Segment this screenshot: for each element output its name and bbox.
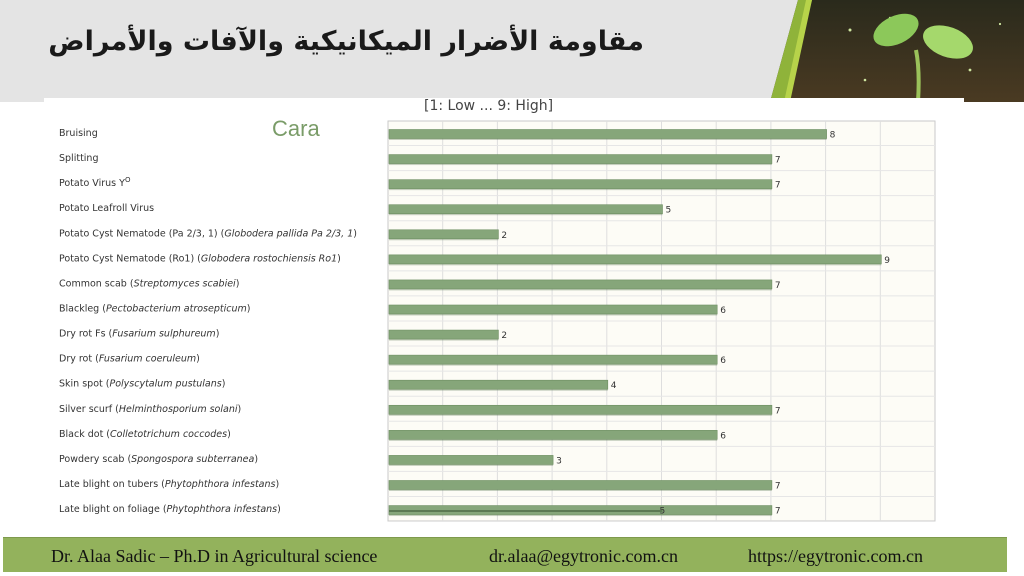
chart-subtitle: [1: Low ... 9: High] [424,98,554,114]
data-label: 7 [774,481,781,492]
data-label: 5 [665,205,672,216]
category-label: Common scab (Streptomyces scabiei) [59,278,240,290]
category-label: Potato Cyst Nematode (Ro1) (Globodera rostochiensis Ro1) [59,253,341,265]
category-label: Powdery scab (Spongospora subterranea) [59,453,259,465]
footer-author: Dr. Alaa Sadic – Ph.D in Agricultural science [51,546,378,566]
category-label: Silver scurf (Helminthosporium solani) [59,403,242,415]
variety-title: Cara [272,116,320,141]
data-label: 7 [774,506,781,517]
data-label: 6 [720,356,726,367]
bar [389,180,772,189]
bar [389,380,608,389]
category-label: Black dot (Colletotrichum coccodes) [59,428,231,440]
category-label: Potato Cyst Nematode (Pa 2/3, 1) (Globodera pallida Pa 2/3, 1) [59,228,357,240]
bar [389,130,827,139]
category-label: Potato Leafroll Virus [59,203,155,215]
footer-email[interactable]: dr.alaa@egytronic.com.cn [489,546,678,566]
category-label: Potato Virus $Y^O$ [59,176,131,190]
bar [389,480,772,489]
bar [389,205,663,214]
category-label: Dry rot (Fusarium coeruleum) [59,353,200,365]
data-label: 8 [829,130,836,141]
data-label: 7 [774,180,781,191]
category-label: Blackleg (Pectobacterium atrosepticum) [59,303,251,315]
slide-title: مقاومة الأضرار الميكانيكية والآفات والأمراض [48,26,644,57]
category-label: Dry rot Fs (Fusarium sulphureum) [59,328,220,340]
overlay-label: 5 [659,506,666,517]
data-label: 7 [774,280,781,291]
bar [389,355,717,364]
bar [389,305,717,314]
footer-bar [3,537,1007,572]
bar [389,330,498,339]
bar [389,405,772,414]
category-label: Skin spot (Polyscytalum pustulans) [59,378,226,390]
footer-website[interactable]: https://egytronic.com.cn [748,546,923,566]
data-label: 3 [556,456,562,467]
data-label: 2 [501,230,508,241]
data-label: 6 [720,305,726,316]
bar [389,155,772,164]
bar [389,255,881,264]
data-label: 7 [774,155,781,166]
bar [389,430,717,439]
bar [389,280,772,289]
data-label: 7 [774,406,781,417]
data-label: 2 [501,331,508,342]
category-label: Bruising [59,128,98,139]
category-label: Late blight on tubers (Phytophthora infestans) [59,478,280,490]
bar [389,506,772,515]
bar [389,230,498,239]
data-label: 4 [610,381,617,392]
bar [389,455,553,464]
category-label: Late blight on foliage (Phytophthora infestans) [59,504,281,516]
data-label: 6 [720,431,726,442]
data-label: 9 [884,255,891,266]
category-label: Splitting [59,153,99,165]
